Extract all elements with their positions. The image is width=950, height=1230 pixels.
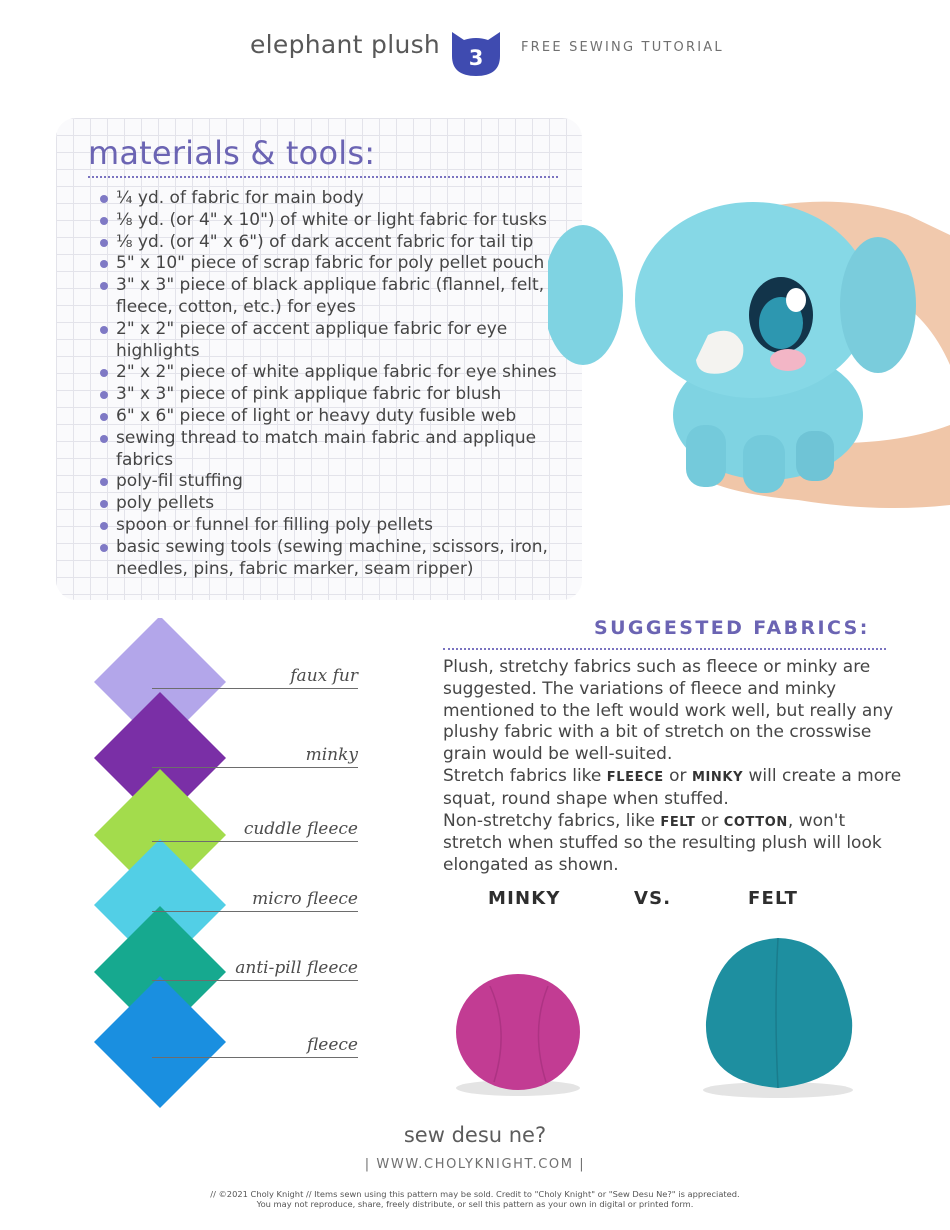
swatch-label: minky <box>305 745 358 765</box>
materials-list <box>98 188 568 580</box>
suggested-fabrics-text <box>443 657 903 877</box>
page-title: elephant plush <box>250 30 441 59</box>
swatch-leader-line <box>152 841 358 842</box>
elephant-plush-photo <box>548 195 950 515</box>
material-item: poly-fil stuffing <box>98 471 568 493</box>
legal-notice: // ©2021 Choly Knight // Items sewn using this pattern may be sold. Credit to "Choly Knight" or "Sew Desu Ne?" is appreciated. You may not reproduce, share, freely distribute, or sell this pattern as your own in digital or printed form. <box>210 1189 740 1209</box>
swatch-leader-line <box>152 767 358 768</box>
material-item: ⅛ yd. (or 4" x 10") of white or light fabric for tusks <box>98 210 568 232</box>
paragraph: Stretch fabrics like FLEECE or MINKY will create a more squat, round shape when stuffed. <box>443 765 902 809</box>
keyword: COTTON <box>723 814 788 830</box>
felt-ball-photo <box>690 930 865 1100</box>
material-item: sewing thread to match main fabric and applique fabrics <box>98 428 568 472</box>
swatch-leader-line <box>152 1057 358 1058</box>
dotted-divider <box>88 176 558 178</box>
paragraph: Non-stretchy fabrics, like FELT or COTTON, won't stretch when stuffed so the resulting plush will look elongated as shown. <box>443 810 882 876</box>
elephant-leg <box>743 435 785 493</box>
material-item: basic sewing tools (sewing machine, scissors, iron, needles, pins, fabric marker, seam ripper) <box>98 537 568 581</box>
elephant-leg <box>686 425 726 487</box>
material-item: ⅛ yd. (or 4" x 6") of dark accent fabric for tail tip <box>98 232 568 254</box>
elephant-ear <box>840 237 916 373</box>
elephant-ear <box>548 225 623 365</box>
material-item: 5" x 10" piece of scrap fabric for poly pellet pouch <box>98 253 568 275</box>
comparison-label-felt: FELT <box>748 888 799 909</box>
felt-ball <box>706 938 852 1088</box>
material-item: 2" x 2" piece of accent applique fabric for eye highlights <box>98 319 568 363</box>
swatch-label: faux fur <box>290 666 358 686</box>
material-item: 2" x 2" piece of white applique fabric for eye shines <box>98 362 568 384</box>
keyword: FELT <box>660 814 696 830</box>
cat-head-page-badge <box>448 26 504 78</box>
dotted-divider <box>443 648 886 650</box>
minky-ball-photo <box>450 950 585 1100</box>
swatch-leader-line <box>152 980 358 981</box>
swatch-leader-line <box>152 688 358 689</box>
material-item: 6" x 6" piece of light or heavy duty fusible web <box>98 406 568 428</box>
page-number: 3 <box>468 46 484 70</box>
materials-title: materials & tools: <box>88 134 376 172</box>
page-subtitle: FREE SEWING TUTORIAL <box>521 40 724 55</box>
material-item: 3" x 3" piece of black applique fabric (flannel, felt, fleece, cotton, etc.) for eyes <box>98 275 568 319</box>
swatch-label: fleece <box>306 1035 358 1055</box>
comparison-label-minky: MINKY <box>488 888 561 909</box>
swatch-label: cuddle fleece <box>243 819 358 839</box>
blush <box>770 349 806 371</box>
comparison-label-vs: VS. <box>634 888 672 909</box>
paragraph: Plush, stretchy fabrics such as fleece or minky are suggested. The variations of fleece and minky mentioned to the left would work well, but really any plushy fabric with a bit of stretch on the crosswise grain would be well-suited. <box>443 657 894 765</box>
material-item: spoon or funnel for filling poly pellets <box>98 515 568 537</box>
suggested-fabrics-title: SUGGESTED FABRICS: <box>594 617 870 639</box>
swatch-leader-line <box>152 911 358 912</box>
keyword: FLEECE <box>606 769 664 785</box>
swatch-label: anti-pill fleece <box>235 958 358 978</box>
minky-ball <box>456 974 580 1090</box>
keyword: MINKY <box>691 769 744 785</box>
eye-shine <box>786 288 806 312</box>
material-item: poly pellets <box>98 493 568 515</box>
website-link[interactable]: | WWW.CHOLYKNIGHT.COM | <box>364 1157 586 1172</box>
material-item: 3" x 3" piece of pink applique fabric for blush <box>98 384 568 406</box>
swatch-label: micro fleece <box>252 889 358 909</box>
material-item: ¼ yd. of fabric for main body <box>98 188 568 210</box>
elephant-leg <box>796 431 834 481</box>
brand-name: sew desu ne? <box>403 1123 547 1147</box>
